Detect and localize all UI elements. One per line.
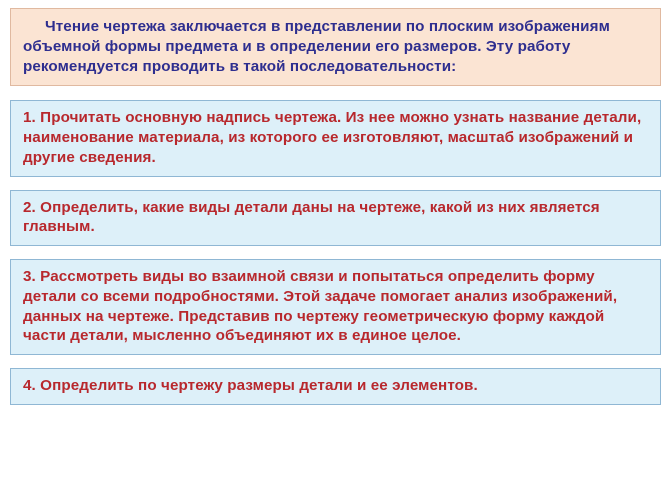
step-block-2 bbox=[10, 190, 661, 247]
step-block-4 bbox=[10, 368, 661, 405]
step-block-1 bbox=[10, 100, 661, 176]
step-text-3: 3. Рассмотреть виды во взаимной связи и попытаться определить форму детали со всеми подробностями. Этой задаче помогает анализ изображений, данных на чертеже. Представив по чертежу геометрическую форму каждой части детали, мысленно объединяют их в единое целое. bbox=[23, 268, 618, 345]
intro-text: Чтение чертежа заключается в представлении по плоским изображениям объемной формы предмета и в определении его размеров. Эту работу рекомендуется проводить в такой последовательности: bbox=[23, 18, 610, 75]
intro-block bbox=[10, 8, 661, 86]
step-block-3 bbox=[10, 259, 661, 355]
step-text-4: 4. Определить по чертежу размеры детали и ее элементов. bbox=[23, 377, 478, 394]
step-text-2: 2. Определить, какие виды детали даны на чертеже, какой из них является главным. bbox=[23, 198, 600, 236]
step-text-1: 1. Прочитать основную надпись чертежа. Из нее можно узнать название детали, наименование материала, из которого ее изготовляют, масштаб изображений и другие сведения. bbox=[23, 109, 642, 166]
